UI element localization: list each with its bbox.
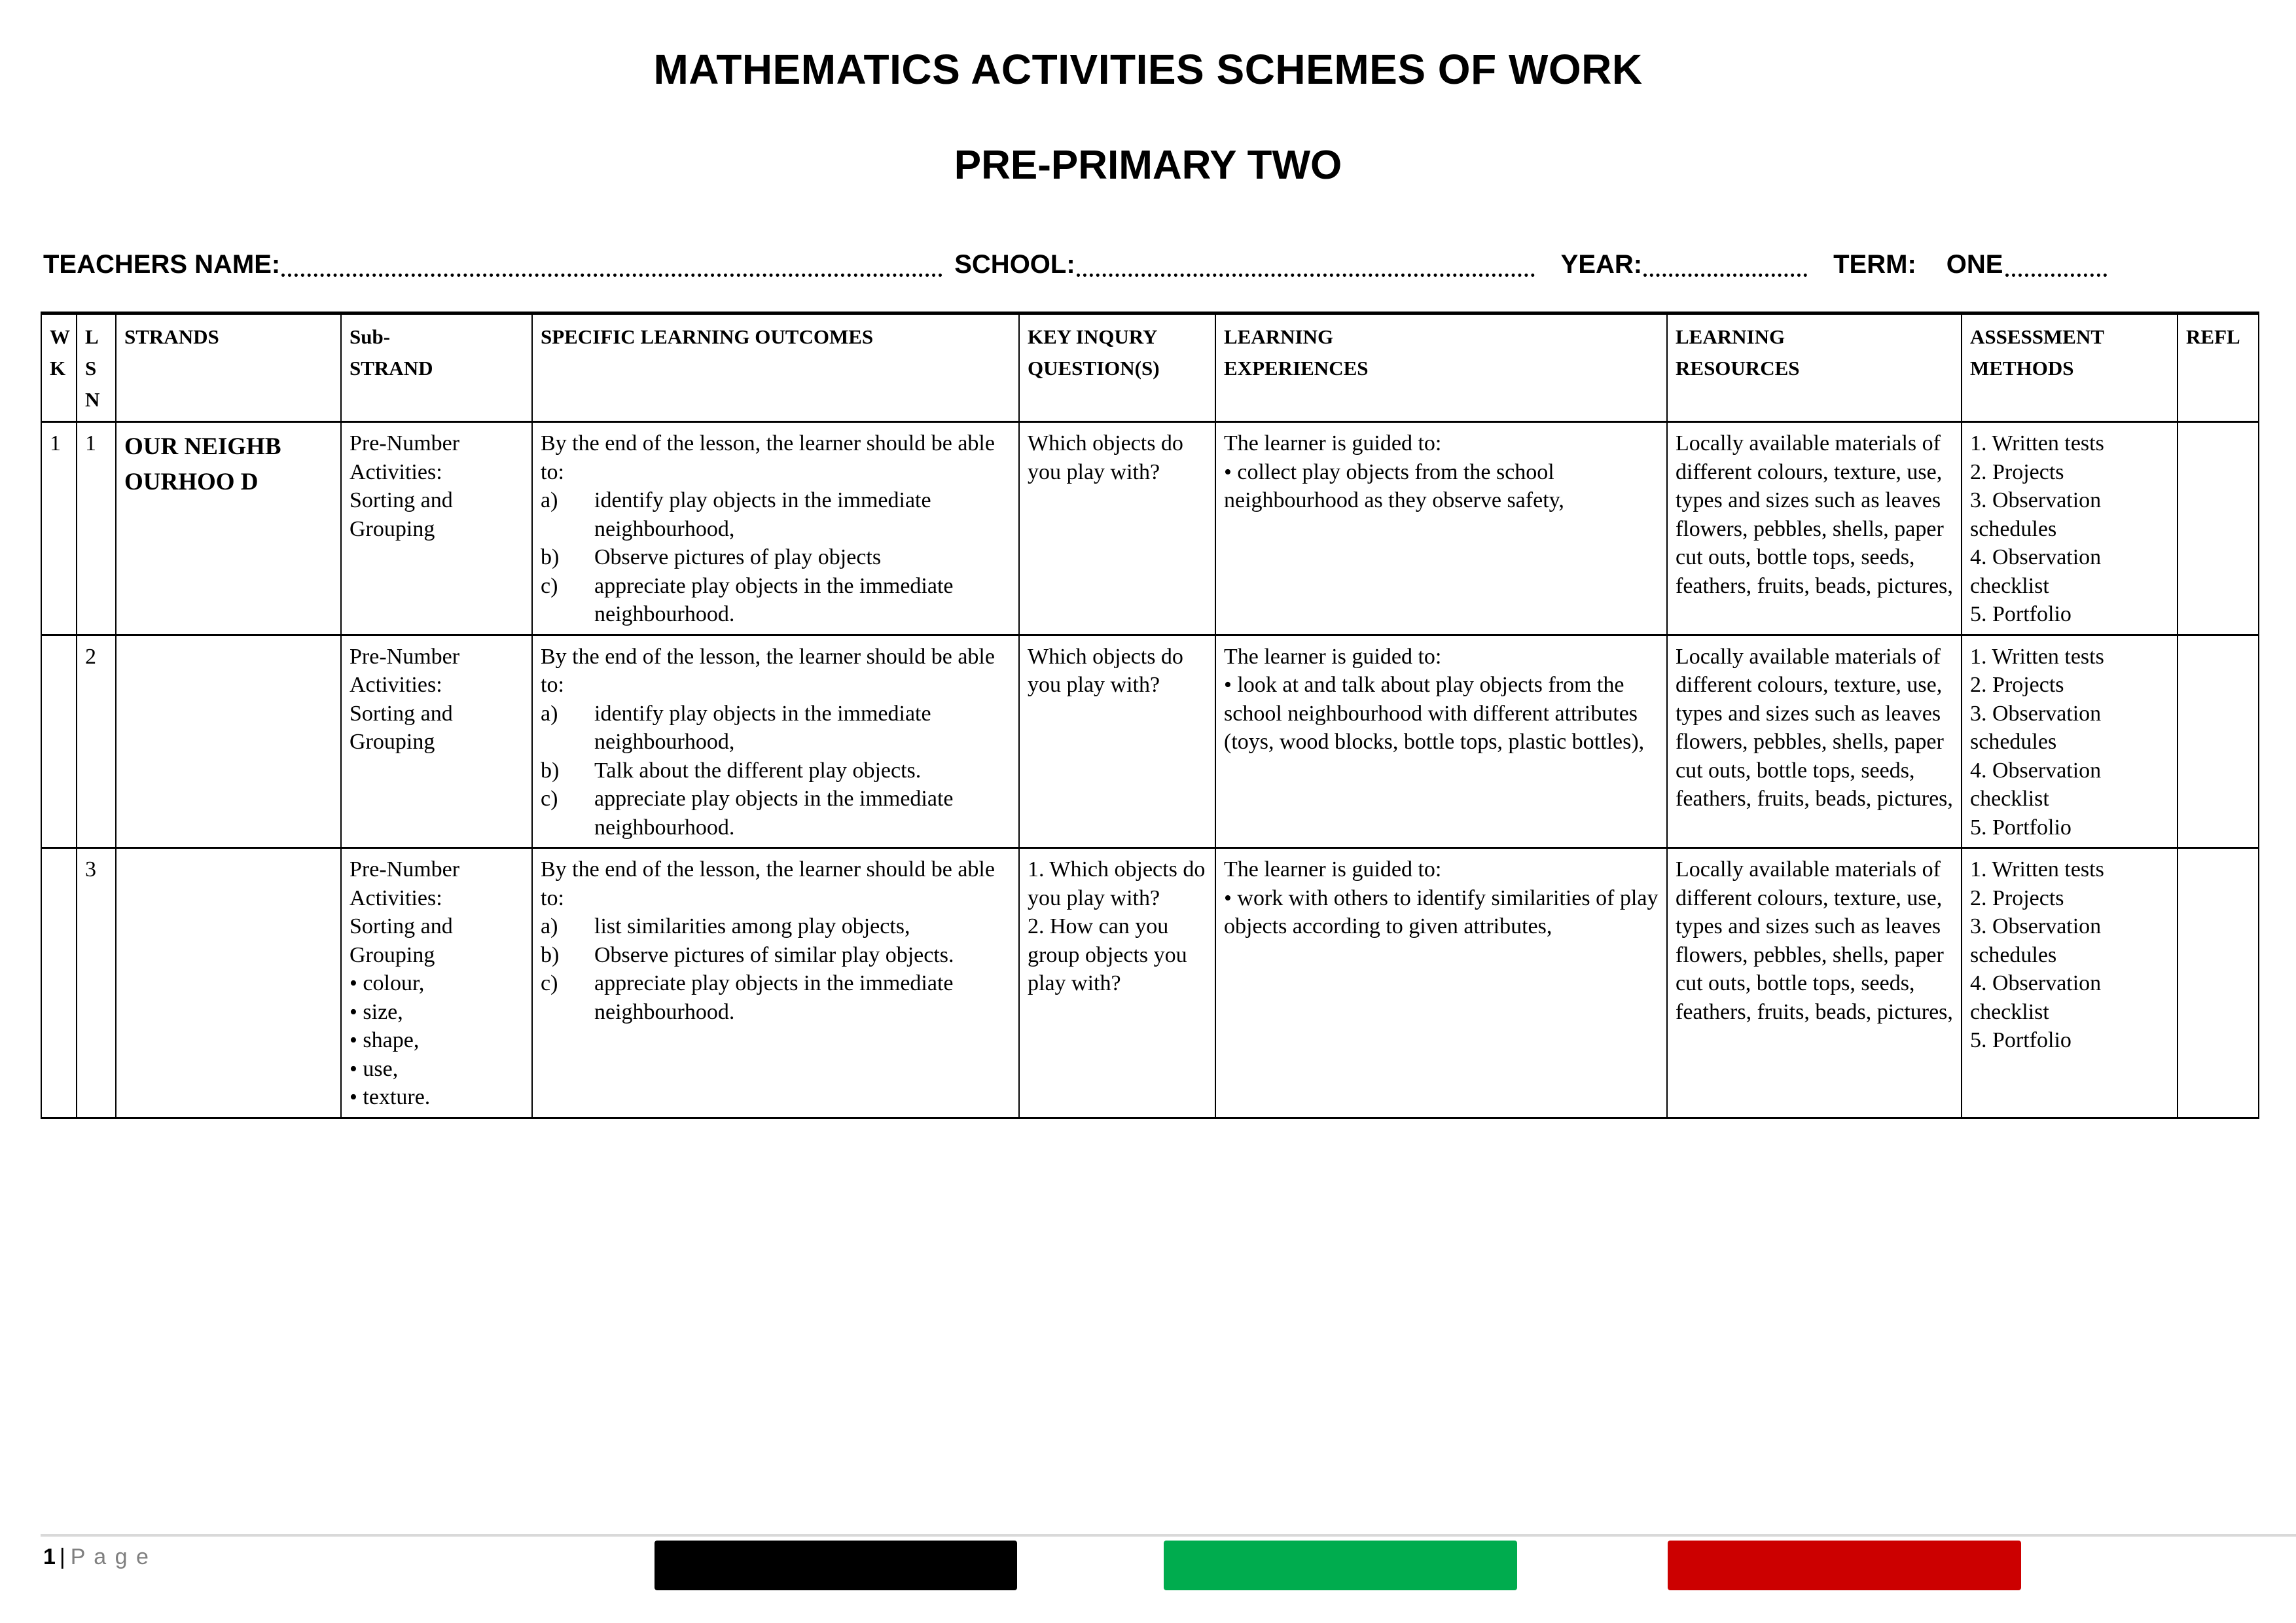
slo-item (541, 785, 1011, 842)
slo-item (541, 700, 1011, 757)
header-line: S (85, 357, 97, 380)
column-header-refl (2178, 313, 2259, 422)
slo-item (541, 969, 1011, 1026)
cell-strand (116, 635, 341, 848)
table-row (41, 848, 2259, 1118)
key-inquiry-question: Which objects do you play with? (1028, 644, 1183, 698)
slo-item-marker: b) (541, 942, 560, 967)
slo-intro: By the end of the lesson, the learner should be able to: (541, 431, 995, 484)
cell-week: 1 (41, 422, 77, 635)
assessment-method-item: 3. Observation schedules (1970, 914, 2102, 967)
page-number: 1 (43, 1544, 56, 1569)
sub-strand-line: Activities: (350, 673, 442, 698)
assessment-method-item: 5. Portfolio (1970, 815, 2072, 840)
assessment-method-item: 5. Portfolio (1970, 1028, 2072, 1053)
column-header-specific-learning-outcomes (532, 313, 1019, 422)
year-label: YEAR: (1560, 250, 1643, 279)
cell-learning-experiences (1215, 848, 1667, 1118)
slo-item-text: Observe pictures of play objects (594, 545, 882, 570)
slo-item-text: identify play objects in the immediate neighbourhood, (594, 701, 931, 755)
sub-strand-line: Grouping (350, 942, 435, 967)
header-line: QUESTION(S) (1028, 357, 1160, 380)
learning-experience-bullet: • look at and talk about play objects from the school neighbourhood with different attributes (toys, wood blocks, bottle tops, plastic bottles), (1224, 673, 1645, 755)
page-title: MATHEMATICS ACTIVITIES SCHEMES OF WORK (653, 46, 1643, 93)
cell-learning-resources: Locally available materials of different colours, texture, use, types and sizes such as leaves flowers, pebbles, shells, paper cut outs, bottle tops, seeds, feathers, fruits, beads, pictures, (1667, 635, 1962, 848)
header-line: K (50, 357, 66, 380)
slo-item (541, 757, 1011, 785)
slo-list (541, 486, 1011, 629)
school-label: SCHOOL: (954, 250, 1075, 279)
table-body (41, 422, 2259, 1118)
cell-lesson: 1 (77, 422, 116, 635)
footer-bar-black (655, 1541, 1017, 1590)
cell-assessment-methods (1962, 848, 2178, 1118)
assessment-method-item: 4. Observation checklist (1970, 971, 2102, 1024)
cell-sub-strand (341, 848, 532, 1118)
assessment-method-list (1970, 855, 2169, 1055)
slo-list (541, 700, 1011, 842)
term-input[interactable] (2005, 257, 2107, 277)
page-number-label (43, 1544, 150, 1570)
cell-sub-strand (341, 422, 532, 635)
slo-item-text: appreciate play objects in the immediate neighbourhood. (594, 971, 954, 1024)
cell-strand (116, 422, 341, 635)
strands-header-lines (124, 321, 332, 353)
header-line: METHODS (1970, 357, 2074, 380)
column-header-key-inquiry-questions (1019, 313, 1215, 422)
learning-experience-bullet: • work with others to identify similarities of play objects according to given attributes, (1224, 885, 1659, 939)
slo-item-text: identify play objects in the immediate neighbourhood, (594, 488, 931, 541)
slo-intro: By the end of the lesson, the learner should be able to: (541, 857, 995, 910)
sub-strand-bullet: • colour, (350, 971, 425, 996)
column-header-learning-resources (1667, 313, 1962, 422)
cell-lesson: 2 (77, 635, 116, 848)
page-footer (0, 1518, 2296, 1623)
cell-week (41, 635, 77, 848)
schemes-of-work-table (41, 312, 2259, 1119)
assessment-method-item: 4. Observation checklist (1970, 758, 2102, 812)
slo-header-lines (541, 321, 1011, 353)
sub-strand-line: Grouping (350, 516, 435, 541)
slo-item-text: Observe pictures of similar play objects. (594, 942, 954, 967)
header-line: RESOURCES (1676, 357, 1800, 380)
sub-strand-line: Sorting and (350, 701, 453, 726)
slo-intro: By the end of the lesson, the learner should be able to: (541, 644, 995, 698)
column-header-sub-strand (341, 313, 532, 422)
learning-experiences-intro: The learner is guided to: (1224, 431, 1442, 456)
header-line: W (50, 325, 70, 348)
assessment-method-item: 2. Projects (1970, 885, 2064, 910)
cell-specific-learning-outcomes (532, 422, 1019, 635)
cell-sub-strand (341, 635, 532, 848)
column-header-learning-experiences (1215, 313, 1667, 422)
slo-item-marker: c) (541, 573, 558, 598)
sub-strand-line: Activities: (350, 885, 442, 910)
slo-item-marker: a) (541, 488, 558, 513)
cell-assessment-methods (1962, 635, 2178, 848)
teachers-name-label: TEACHERS NAME: (43, 250, 281, 279)
lsn-header-lines (85, 321, 107, 416)
cell-key-inquiry-questions (1019, 848, 1215, 1118)
cell-learning-experiences (1215, 422, 1667, 635)
assessment-method-item: 5. Portfolio (1970, 602, 2072, 627)
term-label: TERM: (1833, 250, 1916, 279)
assessment-method-item: 1. Written tests (1970, 431, 2104, 456)
sub-strand-line: Activities: (350, 459, 442, 484)
slo-item (541, 912, 1011, 941)
assessment-method-item: 1. Written tests (1970, 857, 2104, 882)
cell-key-inquiry-questions (1019, 635, 1215, 848)
cell-lesson: 3 (77, 848, 116, 1118)
header-line: Sub- (350, 325, 391, 348)
sub-strand-line: Sorting and (350, 488, 453, 513)
cell-refl (2178, 848, 2259, 1118)
table-header-row (41, 313, 2259, 422)
asm-header-lines (1970, 321, 2169, 384)
header-line: N (85, 388, 100, 412)
term-value[interactable]: ONE (1946, 250, 2003, 279)
lex-header-lines (1224, 321, 1659, 384)
slo-item (541, 572, 1011, 629)
slo-item-marker: b) (541, 545, 560, 570)
cell-learning-experiences (1215, 635, 1667, 848)
column-header-lsn (77, 313, 116, 422)
sub-strand-line: Grouping (350, 730, 435, 755)
teachers-name-input[interactable] (281, 257, 942, 277)
sub-strand-line: Pre-Number (350, 857, 460, 882)
cell-specific-learning-outcomes (532, 848, 1019, 1118)
key-inquiry-question: Which objects do you play with? (1028, 431, 1183, 484)
assessment-method-item: 2. Projects (1970, 673, 2064, 698)
slo-item-text: appreciate play objects in the immediate neighbourhood. (594, 787, 954, 840)
cell-specific-learning-outcomes (532, 635, 1019, 848)
assessment-method-list (1970, 429, 2169, 629)
refl-header-lines (2186, 321, 2250, 353)
column-header-strands (116, 313, 341, 422)
wk-header-lines (50, 321, 68, 384)
page-word: P a g e (70, 1544, 150, 1569)
cell-week (41, 848, 77, 1118)
slo-item (541, 941, 1011, 970)
sub-strand-bullet: • use, (350, 1056, 399, 1081)
substrand-header-lines (350, 321, 524, 384)
learning-experiences-intro: The learner is guided to: (1224, 644, 1442, 669)
strand-name: OUR NEIGHB OURHOO D (124, 433, 281, 495)
slo-item-text: Talk about the different play objects. (594, 758, 922, 783)
slo-item (541, 486, 1011, 543)
slo-item-text: list similarities among play objects, (594, 914, 910, 939)
assessment-method-item: 4. Observation checklist (1970, 545, 2102, 598)
header-line: L (85, 325, 99, 348)
header-line: STRANDS (124, 325, 219, 348)
header-line: SPECIFIC LEARNING OUTCOMES (541, 325, 874, 348)
sub-strand-line: Sorting and (350, 914, 453, 939)
year-input[interactable] (1643, 257, 1807, 277)
lres-header-lines (1676, 321, 1953, 384)
footer-bar-red (1668, 1541, 2021, 1590)
header-line: LEARNING (1676, 325, 1785, 348)
cell-refl (2178, 422, 2259, 635)
assessment-method-item: 3. Observation schedules (1970, 488, 2102, 541)
column-header-assessment-methods (1962, 313, 2178, 422)
slo-list (541, 912, 1011, 1026)
assessment-method-item: 1. Written tests (1970, 644, 2104, 669)
kiq-header-lines (1028, 321, 1207, 384)
school-input[interactable] (1077, 257, 1535, 277)
footer-divider (41, 1534, 2296, 1537)
sub-strand-line: Pre-Number (350, 644, 460, 669)
cell-learning-resources: Locally available materials of different colours, texture, use, types and sizes such as leaves flowers, pebbles, shells, paper cut outs, bottle tops, seeds, feathers, fruits, beads, pictures, (1667, 848, 1962, 1118)
slo-item-marker: b) (541, 758, 560, 783)
header-line: STRAND (350, 357, 433, 380)
table-row (41, 635, 2259, 848)
slo-item-marker: c) (541, 971, 558, 996)
learning-experience-bullet: • collect play objects from the school neighbourhood as they observe safety, (1224, 459, 1564, 513)
table-row (41, 422, 2259, 635)
page-separator: | (59, 1544, 67, 1569)
cell-assessment-methods (1962, 422, 2178, 635)
sub-strand-bullet: • shape, (350, 1028, 420, 1053)
sub-strand-line: Pre-Number (350, 431, 460, 456)
cell-learning-resources: Locally available materials of different colours, texture, use, types and sizes such as leaves flowers, pebbles, shells, paper cut outs, bottle tops, seeds, feathers, fruits, beads, pictures, (1667, 422, 1962, 635)
key-inquiry-question: 1. Which objects do you play with? (1028, 857, 1206, 910)
slo-item-marker: a) (541, 914, 558, 939)
header-line: REFL (2186, 325, 2240, 348)
footer-bar-green (1164, 1541, 1517, 1590)
key-inquiry-question: 2. How can you group objects you play with? (1028, 914, 1187, 996)
assessment-method-item: 3. Observation schedules (1970, 701, 2102, 755)
assessment-method-item: 2. Projects (1970, 459, 2064, 484)
learning-experiences-intro: The learner is guided to: (1224, 857, 1442, 882)
header-line: ASSESSMENT (1970, 325, 2105, 348)
column-header-wk (41, 313, 77, 422)
header-line: LEARNING (1224, 325, 1334, 348)
assessment-method-list (1970, 643, 2169, 842)
cell-refl (2178, 635, 2259, 848)
cell-key-inquiry-questions (1019, 422, 1215, 635)
sub-strand-bullet: • texture. (350, 1085, 431, 1110)
document-meta-row (43, 250, 2257, 279)
slo-item-marker: c) (541, 787, 558, 812)
sub-strand-bullet: • size, (350, 999, 403, 1024)
header-line: EXPERIENCES (1224, 357, 1369, 380)
sub-strand-bullet-list (350, 969, 524, 1112)
slo-item (541, 543, 1011, 572)
header-line: KEY INQURY (1028, 325, 1158, 348)
slo-item-marker: a) (541, 701, 558, 726)
page-subtitle: PRE-PRIMARY TWO (954, 143, 1342, 188)
cell-strand (116, 848, 341, 1118)
slo-item-text: appreciate play objects in the immediate neighbourhood. (594, 573, 954, 627)
